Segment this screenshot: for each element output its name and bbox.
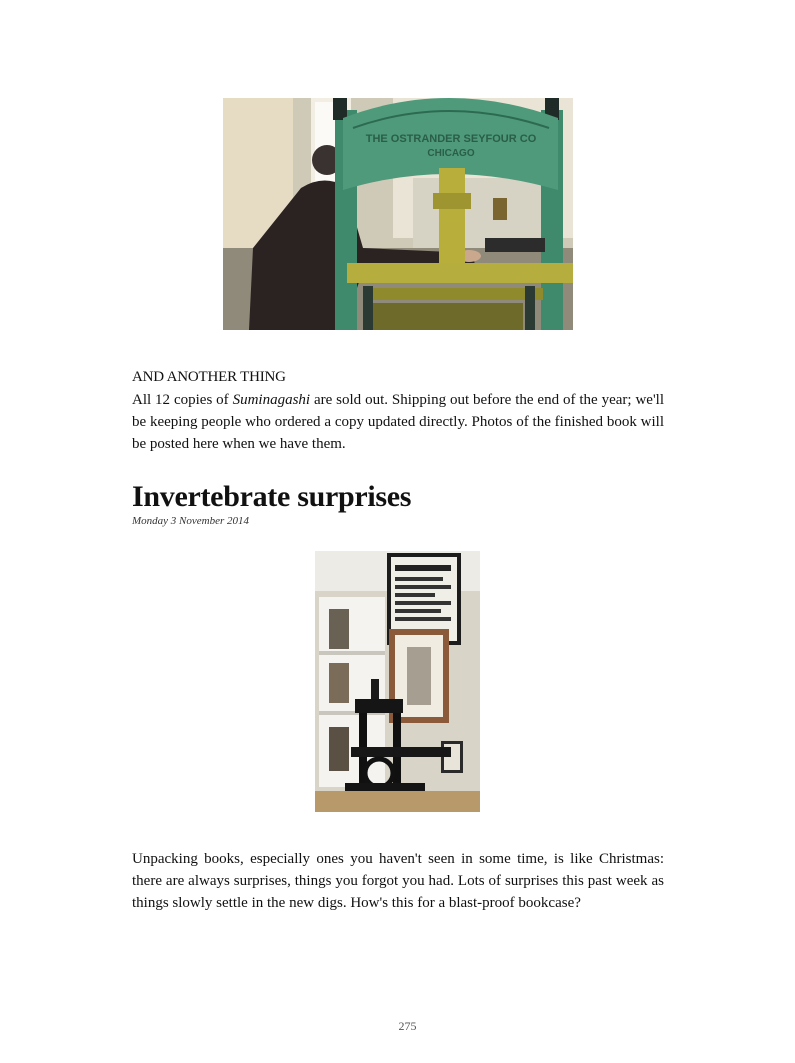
post-title: Invertebrate surprises: [132, 480, 412, 513]
note-paragraph: [132, 389, 664, 455]
press-banner-line2: CHICAGO: [427, 148, 475, 159]
press-photo-illustration: [223, 98, 573, 330]
note-text-before: All 12 copies of: [132, 392, 233, 408]
page-number: 275: [398, 1019, 417, 1033]
book-title: Suminagashi: [232, 392, 311, 408]
post-date: Monday 3 November 2014: [132, 515, 250, 527]
post-body: Unpacking books, especially ones you haven't seen in some time, is like Christmas: there are always surprises, things you forgot you had. Lots of surprises this past week as things slowly settle in the new digs. How's this for a blast-proof bookcase?: [132, 851, 664, 911]
press-photo: [223, 98, 573, 330]
bookcase-photo: [315, 551, 480, 812]
note-label: AND ANOTHER THING: [132, 369, 286, 385]
bookcase-photo-illustration: [315, 551, 480, 812]
press-banner-line1: THE OSTRANDER SEYFOUR CO: [365, 133, 537, 145]
note-text-after: are sold out. Shipping out before the end of the year; we'll be keeping people who ordered a copy updated directly. Photos of the finished book will be posted here when we have them.: [132, 392, 664, 452]
